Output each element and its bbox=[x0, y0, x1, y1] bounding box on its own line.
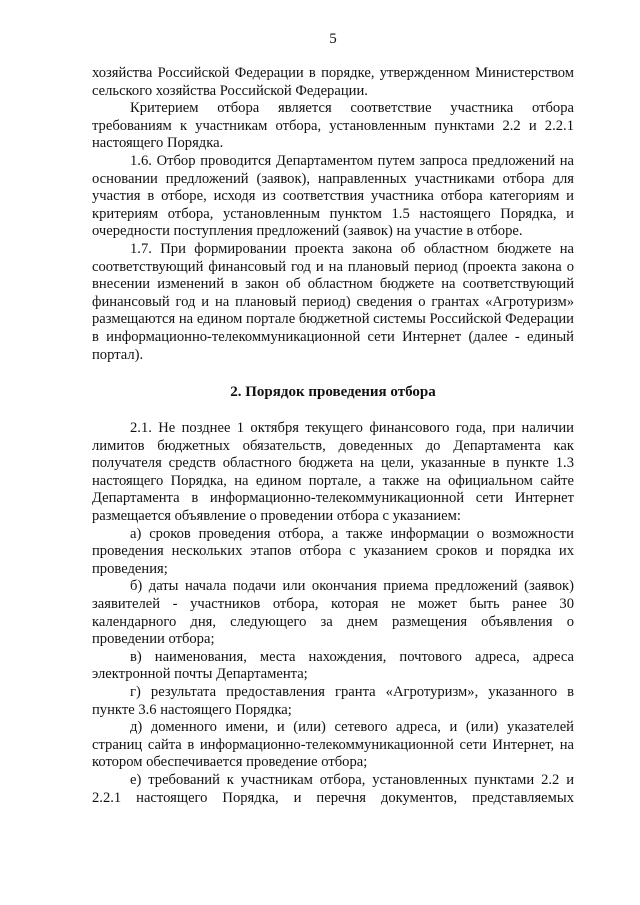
paragraph-selection-criterion: Критерием отбора является соответствие участника отбора требованиям к участникам отбора, установленным пунктами 2.2 и 2.2.1 настоящего Порядка. bbox=[92, 100, 574, 152]
section-heading: 2. Порядок проведения отбора bbox=[230, 384, 436, 401]
paragraph-2-1: 2.1. Не позднее 1 октября текущего финансового года, при наличии лимитов бюджетных обязательств, доведенных до Департамента как получателя средств областного бюджета на цели, указанные в пункте 1.3 настоящего Порядка, на едином портале, а также на официальном сайте Департамента в информационно-телекоммуникационной сети Интернет размещается объявление о проведении отбора с указанием: bbox=[92, 420, 574, 525]
list-item-g: г) результата предоставления гранта «Агротуризм», указанного в пункте 3.6 настоящего Порядка; bbox=[92, 684, 574, 718]
paragraph-continuation: хозяйства Российской Федерации в порядке, утвержденном Министерством сельского хозяйства Российской Федерации. bbox=[92, 65, 574, 99]
list-item-e: е) требований к участникам отбора, установленных пунктами 2.2 и 2.2.1 настоящего Порядка, и перечня документов, представляемых bbox=[92, 771, 574, 806]
list-item-v: в) наименования, места нахождения, почтового адреса, адреса электронной почты Департамента; bbox=[92, 648, 574, 683]
paragraph-1-7: 1.7. При формировании проекта закона об областном бюджете на соответствующий финансовый год и на плановый период (проекта закона о внесении изменений в закон об областном бюджете на соответствующий финансовый год и на плановый период) сведения о грантах «Агротуризм» размещаются на едином портале бюджетной системы Российской Федерации в информационно-телекоммуникационной сети Интернет (далее - единый портал). bbox=[92, 240, 574, 363]
paragraph-1-6: 1.6. Отбор проводится Департаментом путем запроса предложений на основании предложений (заявок), направленных участниками отбора для участия в отборе, исходя из соответствия участника отбора категориям и критериям отбора, установленным пунктом 1.5 настоящего Порядка, и очередности поступления предложений (заявок) на участие в отборе. bbox=[92, 152, 574, 240]
list-item-a: а) сроков проведения отбора, а также информации о возможности проведения нескольких этапов отбора с указанием сроков и порядка их проведения; bbox=[92, 525, 574, 577]
page-number: 5 bbox=[329, 31, 337, 47]
list-item-b: б) даты начала подачи или окончания приема предложений (заявок) заявителей - участников отбора, которая не может быть ранее 30 календарного дня, следующего за днем размещения объявления о проведении отбора; bbox=[92, 578, 574, 648]
list-item-d: д) доменного имени, и (или) сетевого адреса, и (или) указателей страниц сайта в информационно-телекоммуникационной сети Интернет, на котором обеспечивается проведение отбора; bbox=[92, 719, 574, 771]
